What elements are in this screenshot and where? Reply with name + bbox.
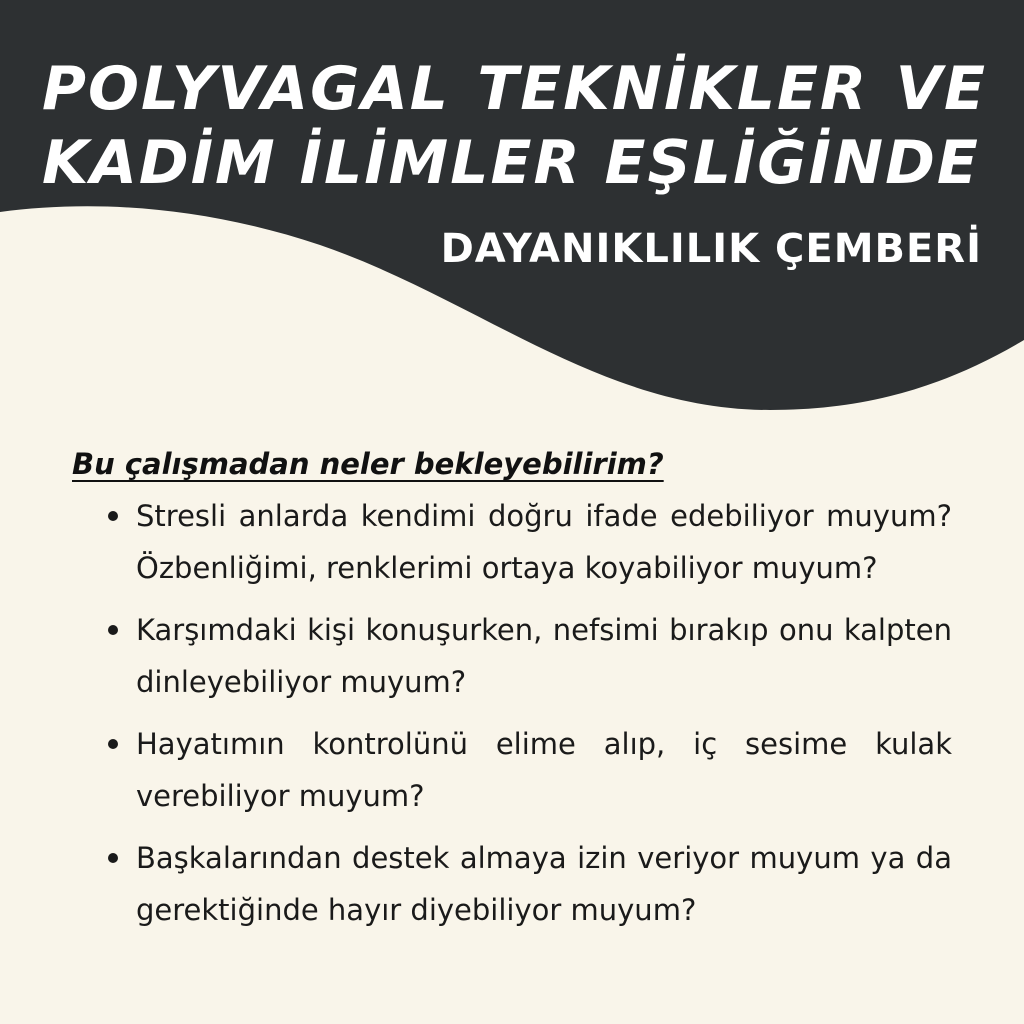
page-title [42,52,1002,200]
bullet-list [72,490,952,936]
list-item [72,832,952,936]
bullet-icon [108,739,118,749]
list-item-text: Stresli anlarda kendimi doğru ifade edebiliyor muyum? Özbenliğimi, renklerimi ortaya koyabiliyor muyum? [136,499,952,585]
title-line-2: KADİM İLİMLER EŞLİĞİNDE [42,128,980,198]
list-item-text: Karşımdaki kişi konuşurken, nefsimi bırakıp onu kalpten dinleyebiliyor muyum? [136,613,952,699]
bullet-icon [108,625,118,635]
bullet-icon [108,853,118,863]
bullet-icon [108,511,118,521]
list-item [72,718,952,822]
title-line-1: POLYVAGAL TEKNİKLER VE [42,54,987,124]
list-item [72,490,952,594]
list-item [72,604,952,708]
question-heading: Bu çalışmadan neler bekleyebilirim? [72,447,664,481]
subtitle: DAYANIKLILIK ÇEMBERİ [440,226,982,272]
list-item-text: Hayatımın kontrolünü elime alıp, iç sesime kulak verebiliyor muyum? [136,727,952,813]
list-item-text: Başkalarından destek almaya izin veriyor muyum ya da gerektiğinde hayır diyebiliyor muyum? [136,841,952,927]
main-content [72,440,952,946]
